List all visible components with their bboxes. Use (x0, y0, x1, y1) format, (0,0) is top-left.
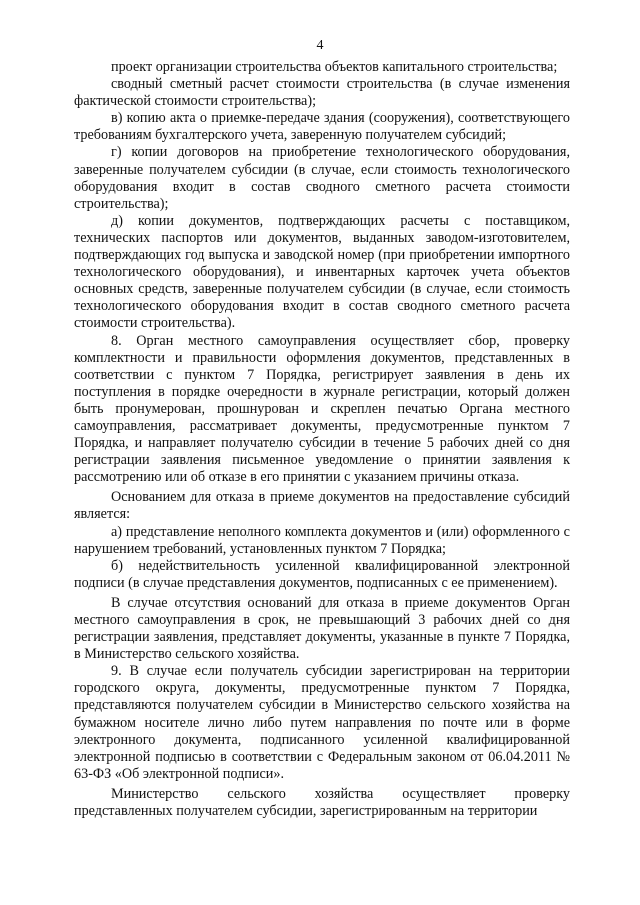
paragraph: в) копию акта о приемке-передаче здания (сооружения), соответствующего требованиям бухгалтерского учета, заверенную получателем субсидий; (74, 110, 570, 144)
document-body (74, 59, 570, 820)
paragraph: В случае отсутствия оснований для отказа в приеме документов Орган местного самоуправления в срок, не превышающий 3 рабочих дней со дня регистрации заявления, представляет документы, указанные в пункте 7 Порядка, в Министерство сельского хозяйства. (74, 594, 570, 663)
paragraph: Основанием для отказа в приеме документов на предоставление субсидий является: (74, 489, 570, 523)
paragraph: д) копии документов, подтверждающих расчеты с поставщиком, технических паспортов или документов, выданных заводом-изготовителем, подтверждающих год выпуска и заводской номер (при приобретении импортного технологического оборудования), и инвентарных карточек учета объектов основных средств, заверенные получателем субсидии (в случае, если стоимость технологического оборудования входит в состав сводного сметного расчета стоимости строительства). (74, 212, 570, 332)
paragraph: сводный сметный расчет стоимости строительства (в случае изменения фактической стоимости строительства); (74, 76, 570, 110)
paragraph: 9. В случае если получатель субсидии зарегистрирован на территории городского округа, документы, предусмотренные пунктом 7 Порядка, представляются получателем субсидии в Министерство сельского хозяйства на бумажном носителе лично либо путем направления по почте или в форме электронного документа, подписанного усиленной квалифицированной электронной подписью в соответствии с Федеральным законом от 06.04.2011 № 63-ФЗ «Об электронной подписи». (74, 663, 570, 782)
paragraph: б) недействительность усиленной квалифицированной электронной подписи (в случае представления документов, подписанных с ее применением). (74, 557, 570, 591)
paragraph: г) копии договоров на приобретение технологического оборудования, заверенные получателем субсидии (в случае, если стоимость технологического оборудования входит в состав сводного сметного расчета стоимости строительства); (74, 144, 570, 212)
paragraph: проект организации строительства объектов капитального строительства; (111, 59, 558, 75)
page-number: 4 (316, 38, 324, 53)
paragraph: а) представление неполного комплекта документов и (или) оформленного с нарушением требований, установленных пунктом 7 Порядка; (74, 523, 570, 557)
paragraph: 8. Орган местного самоуправления осуществляет сбор, проверку комплектности и правильности оформления документов, представленных в соответствии с пунктом 7 Порядка, регистрирует заявления в день их поступления в порядке очередности в журнале регистрации, который должен быть пронумерован, прошнурован и скреплен печатью Органа местного самоуправления, рассматривает документы, предусмотренные пунктом 7 Порядка, и направляет получателю субсидии в течение 5 рабочих дней со дня регистрации заявления письменное уведомление о принятии заявления к рассмотрению или об отказе в его принятии с указанием причины отказа. (74, 332, 570, 486)
paragraph: Министерство сельского хозяйства осуществляет проверку представленных получателем субсидии, зарегистрированным на территории (74, 785, 570, 820)
